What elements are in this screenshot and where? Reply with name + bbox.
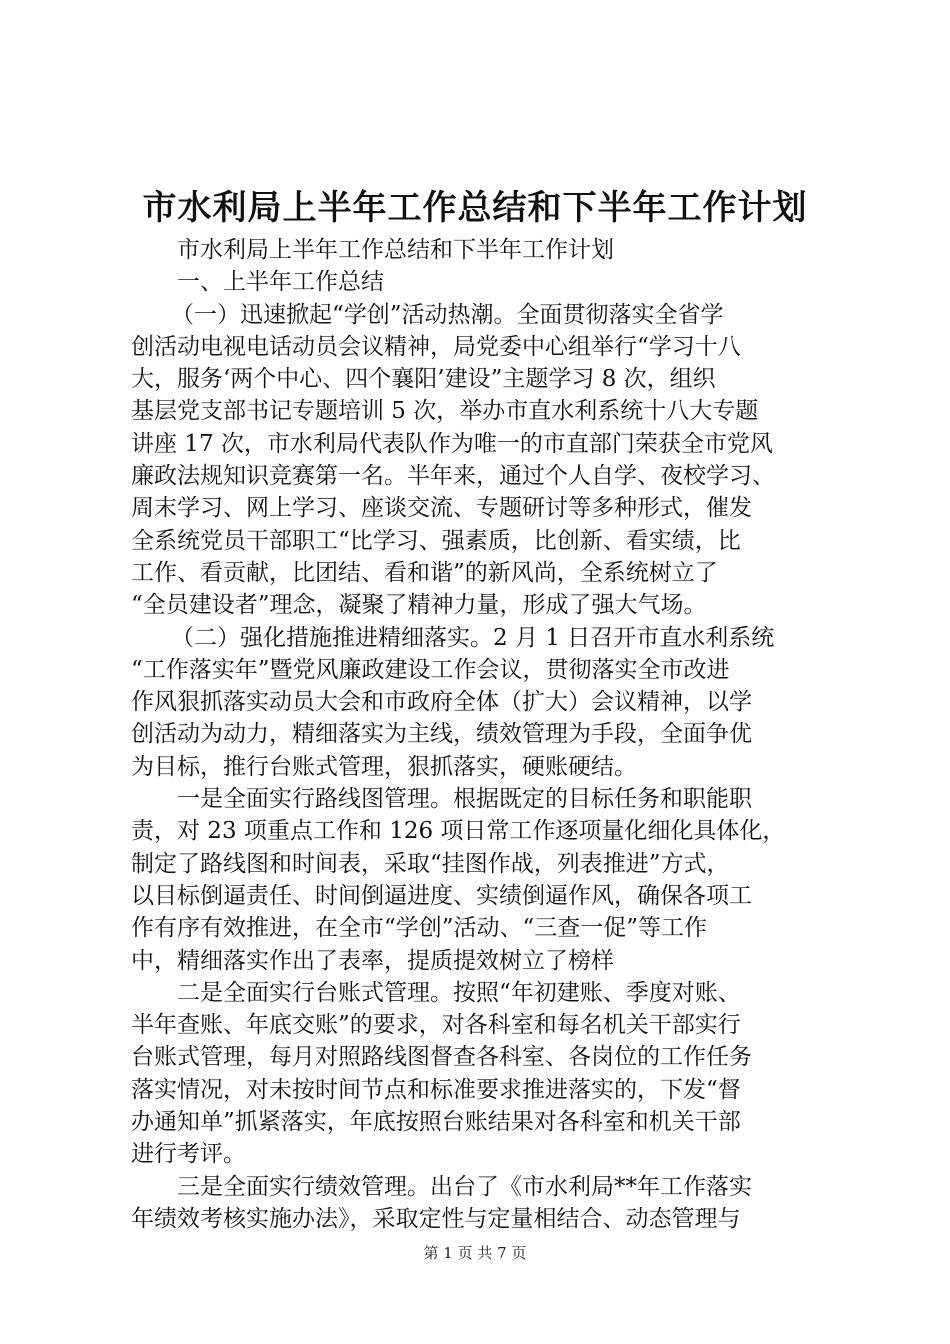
text-line: “工作落实年”暨党风廉政建设工作会议，贯彻落实全市改进 bbox=[131, 656, 730, 683]
text-line: 二是全面实行台账式管理。按照“年初建账、季度对账、 bbox=[177, 979, 741, 1006]
document-body bbox=[131, 234, 831, 1235]
text-line: 半年查账、年底交账”的要求，对各科室和每名机关干部实行 bbox=[131, 1012, 741, 1039]
text-line: 创活动电视电话动员会议精神，局党委中心组举行“学习十八 bbox=[131, 333, 741, 360]
text-line: 廉政法规知识竞赛第一名。半年来，通过个人自学、夜校学习、 bbox=[131, 463, 775, 490]
page-footer: 第 1 页 共 7 页 bbox=[423, 1244, 527, 1262]
text-line: 中，精细落实作出了表率，提质提效树立了榜样 bbox=[131, 947, 614, 974]
text-line: 年绩效考核实施办法》，采取定性与定量相结合、动态管理与 bbox=[131, 1205, 741, 1232]
text-line: （二）强化措施推进精细落实。2 月 1 日召开市直水利系统 bbox=[171, 624, 775, 651]
text-line: 工作、看贡献，比团结、看和谐”的新风尚，全系统树立了 bbox=[131, 559, 718, 586]
text-line: 办通知单”抓紧落实，年底按照台账结果对各科室和机关干部 bbox=[131, 1109, 741, 1136]
text-line: 大，服务‘两个中心、四个襄阳’建设”主题学习 8 次，组织 bbox=[131, 366, 716, 393]
text-line: 周末学习、网上学习、座谈交流、专题研讨等多种形式，催发 bbox=[131, 495, 752, 522]
text-line: 落实情况，对未按时间节点和标准要求推进落实的，下发“督 bbox=[131, 1076, 741, 1103]
text-line: 全系统党员干部职工“比学习、强素质，比创新、看实绩，比 bbox=[131, 527, 741, 554]
text-line: 为目标，推行台账式管理，狠抓落实，硬账硬结。 bbox=[131, 753, 637, 780]
text-line: 基层党支部书记专题培训 5 次，举办市直水利系统十八大专题 bbox=[131, 398, 759, 425]
text-line: 讲座 17 次，市水利局代表队作为唯一的市直部门荣获全市党风 bbox=[131, 430, 773, 457]
text-line: 一、上半年工作总结 bbox=[177, 269, 384, 296]
text-line: 台账式管理，每月对照路线图督查各科室、各岗位的工作任务 bbox=[131, 1044, 752, 1071]
text-line: 三是全面实行绩效管理。出台了《市水利局**年工作落实 bbox=[177, 1173, 752, 1200]
text-line: 市水利局上半年工作总结和下半年工作计划 bbox=[177, 237, 614, 263]
document-title: 市水利局上半年工作总结和下半年工作计划 bbox=[142, 188, 808, 228]
text-line: 进行考评。 bbox=[131, 1141, 246, 1168]
text-line: 创活动为动力，精细落实为主线，绩效管理为手段，全面争优 bbox=[131, 721, 752, 748]
text-line: “全员建设者”理念，凝聚了精神力量，形成了强大气场。 bbox=[131, 592, 707, 619]
text-line: 一是全面实行路线图管理。根据既定的目标任务和职能职 bbox=[177, 786, 752, 813]
text-line: （一）迅速掀起“学创”活动热潮。全面贯彻落实全省学 bbox=[171, 301, 724, 328]
text-line: 责，对 23 项重点工作和 126 项日常工作逐项量化细化具体化， bbox=[131, 818, 786, 845]
text-line: 作风狠抓落实动员大会和市政府全体（扩大）会议精神，以学 bbox=[131, 689, 752, 716]
text-line: 制定了路线图和时间表，采取“挂图作战，列表推进”方式， bbox=[131, 850, 730, 877]
text-line: 作有序有效推进，在全市“学创”活动、“三查一促”等工作 bbox=[131, 915, 708, 942]
text-line: 以目标倒逼责任、时间倒逼进度、实绩倒逼作风，确保各项工 bbox=[131, 882, 752, 909]
